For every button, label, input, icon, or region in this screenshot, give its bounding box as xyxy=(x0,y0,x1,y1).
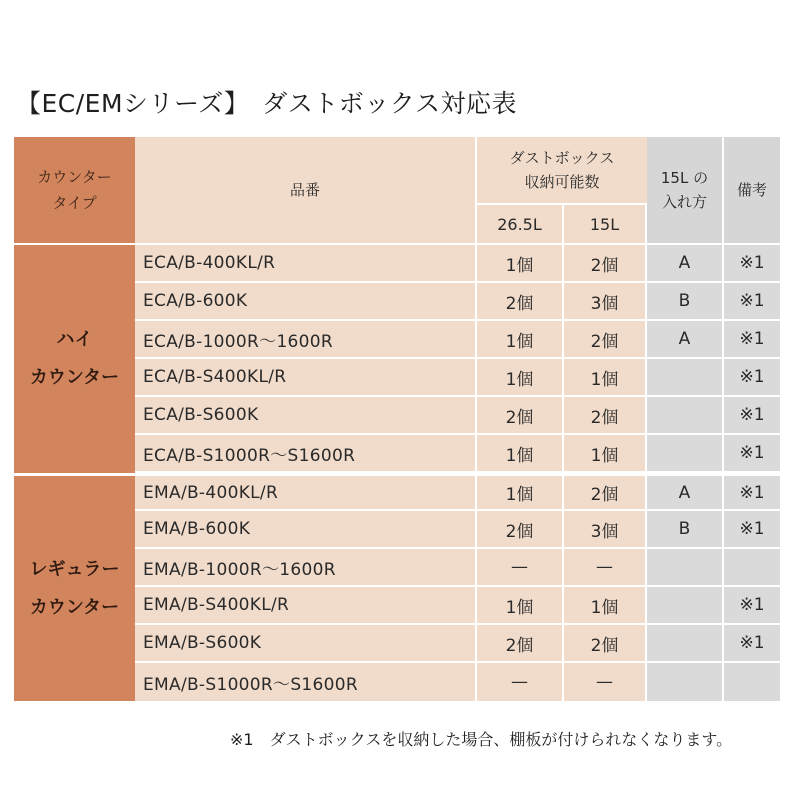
capacity-26-5l-value: — xyxy=(477,549,564,587)
capacity-15l-value: 1個 xyxy=(564,435,647,473)
product-number: EMA/B-400KL/R xyxy=(135,473,477,511)
remarks-value: ※1 xyxy=(724,473,780,511)
capacity-26-5l-value: 1個 xyxy=(477,359,564,397)
capacity-26-5l-value: 1個 xyxy=(477,245,564,283)
counter-type-label: レギュラー カウンター xyxy=(14,473,135,701)
15l-method-value: A xyxy=(647,473,724,511)
remarks-value: ※1 xyxy=(724,283,780,321)
remarks-value: ※1 xyxy=(724,359,780,397)
dust-box-table xyxy=(14,137,780,701)
product-number: EMA/B-S400KL/R xyxy=(135,587,477,625)
product-number: ECA/B-400KL/R xyxy=(135,245,477,283)
capacity-26-5l-value: 1個 xyxy=(477,587,564,625)
header-capacity-15l: 15L xyxy=(564,205,647,245)
15l-method-value xyxy=(647,397,724,435)
capacity-15l-value: 1個 xyxy=(564,587,647,625)
capacity-26-5l-value: 2個 xyxy=(477,625,564,663)
15l-method-value: A xyxy=(647,321,724,359)
remarks-value: ※1 xyxy=(724,625,780,663)
capacity-26-5l-value: 1個 xyxy=(477,473,564,511)
header-product-no: 品番 xyxy=(135,137,477,245)
remarks-value: ※1 xyxy=(724,587,780,625)
capacity-15l-value: 2個 xyxy=(564,245,647,283)
capacity-26-5l-value: 1個 xyxy=(477,435,564,473)
capacity-15l-value: 2個 xyxy=(564,321,647,359)
remarks-value: ※1 xyxy=(724,435,780,473)
15l-method-value: A xyxy=(647,245,724,283)
product-number: EMA/B-S600K xyxy=(135,625,477,663)
15l-method-value xyxy=(647,359,724,397)
product-number: EMA/B-1000R〜1600R xyxy=(135,549,477,587)
capacity-26-5l-value: — xyxy=(477,663,564,701)
capacity-26-5l-value: 2個 xyxy=(477,283,564,321)
remarks-value xyxy=(724,663,780,701)
15l-method-value: B xyxy=(647,283,724,321)
product-number: ECA/B-600K xyxy=(135,283,477,321)
product-number: ECA/B-S1000R〜S1600R xyxy=(135,435,477,473)
capacity-26-5l-value: 1個 xyxy=(477,321,564,359)
product-number: ECA/B-S600K xyxy=(135,397,477,435)
header-capacity-26-5l: 26.5L xyxy=(477,205,564,245)
15l-method-value xyxy=(647,625,724,663)
15l-method-value xyxy=(647,435,724,473)
remarks-value xyxy=(724,549,780,587)
product-number: ECA/B-1000R〜1600R xyxy=(135,321,477,359)
counter-type-label: ハイ カウンター xyxy=(14,245,135,473)
header-capacity: ダストボックス 収納可能数 xyxy=(477,137,647,205)
15l-method-value xyxy=(647,587,724,625)
header-counter-type: カウンター タイプ xyxy=(14,137,135,245)
product-number: ECA/B-S400KL/R xyxy=(135,359,477,397)
footnote: ※1 ダストボックスを収納した場合、棚板が付けられなくなります。 xyxy=(230,730,733,749)
capacity-26-5l-value: 2個 xyxy=(477,511,564,549)
header-15l-method: 15L の 入れ方 xyxy=(647,137,724,245)
remarks-value: ※1 xyxy=(724,397,780,435)
remarks-value: ※1 xyxy=(724,321,780,359)
capacity-15l-value: — xyxy=(564,663,647,701)
capacity-15l-value: 2個 xyxy=(564,397,647,435)
capacity-15l-value: 1個 xyxy=(564,359,647,397)
capacity-15l-value: — xyxy=(564,549,647,587)
capacity-15l-value: 3個 xyxy=(564,283,647,321)
15l-method-value: B xyxy=(647,511,724,549)
product-number: EMA/B-600K xyxy=(135,511,477,549)
remarks-value: ※1 xyxy=(724,245,780,283)
remarks-value: ※1 xyxy=(724,511,780,549)
header-remarks: 備考 xyxy=(724,137,780,245)
capacity-26-5l-value: 2個 xyxy=(477,397,564,435)
page-title: 【EC/EMシリーズ】 ダストボックス対応表 xyxy=(16,89,518,118)
15l-method-value xyxy=(647,549,724,587)
capacity-15l-value: 3個 xyxy=(564,511,647,549)
capacity-15l-value: 2個 xyxy=(564,625,647,663)
product-number: EMA/B-S1000R〜S1600R xyxy=(135,663,477,701)
capacity-15l-value: 2個 xyxy=(564,473,647,511)
15l-method-value xyxy=(647,663,724,701)
